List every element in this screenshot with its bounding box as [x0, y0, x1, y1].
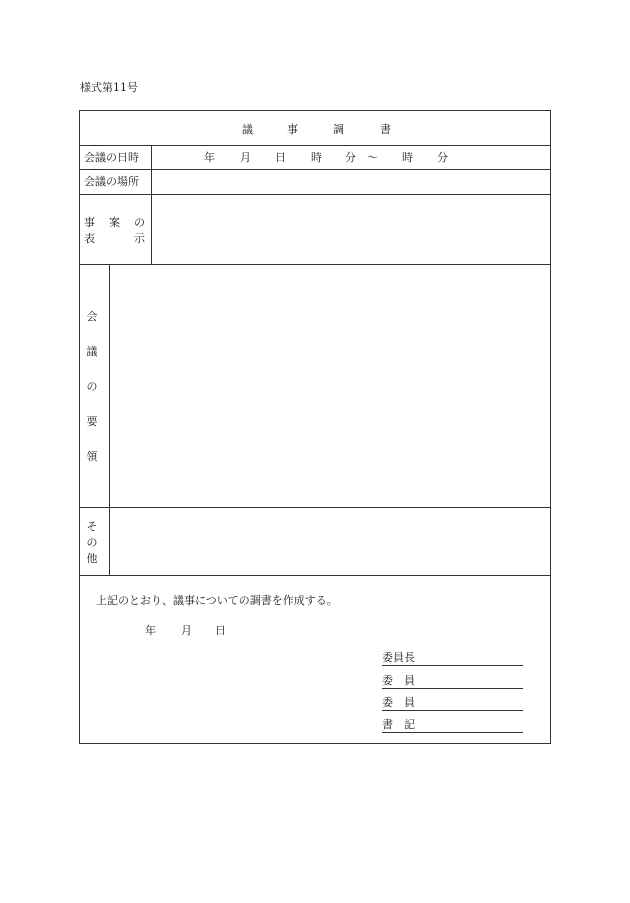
summary-label-char: 領	[86, 450, 98, 463]
date-month: 月	[181, 624, 192, 637]
summary-label-char: 要	[86, 415, 98, 428]
datetime-month: 月	[240, 151, 251, 164]
matter-label-char: 案	[109, 216, 120, 229]
datetime-minute: 分	[345, 151, 356, 164]
summary-label-char: の	[86, 380, 98, 393]
form-number: 様式第11号	[80, 81, 138, 94]
row-divider	[80, 575, 550, 576]
other-label-char: 他	[86, 552, 98, 565]
title-char: 書	[380, 123, 391, 136]
other-label-char: の	[86, 536, 98, 549]
summary-label-char: 議	[86, 345, 98, 358]
datetime-tilde: ～	[367, 151, 378, 164]
label-column-divider	[151, 145, 152, 264]
row-divider	[80, 507, 550, 508]
place-label: 会議の場所	[84, 175, 139, 188]
title-char: 議	[242, 123, 253, 136]
datetime-end-hour: 時	[402, 151, 413, 164]
signature-line-clerk: 書 記	[382, 718, 523, 733]
row-divider	[80, 264, 550, 265]
datetime-label: 会議の日時	[84, 151, 139, 164]
narrow-label-column-divider	[109, 264, 110, 575]
signature-line-member: 委 員	[382, 696, 523, 711]
datetime-hour: 時	[311, 151, 322, 164]
signature-line-member: 委 員	[382, 674, 523, 689]
matter-label-char: 表	[84, 232, 95, 245]
title-char: 事	[287, 123, 298, 136]
form-title	[80, 123, 550, 137]
signature-line-chairperson: 委員長	[382, 651, 523, 666]
summary-label-char: 会	[86, 310, 98, 323]
date-year: 年	[145, 624, 156, 637]
minutes-form	[79, 110, 551, 744]
matter-label-char: 事	[84, 216, 95, 229]
date-day: 日	[215, 624, 226, 637]
datetime-year: 年	[204, 151, 215, 164]
datetime-day: 日	[275, 151, 286, 164]
matter-label-char: の	[134, 216, 145, 229]
matter-label-char: 示	[134, 232, 145, 245]
attestation-statement: 上記のとおり、議事についての調書を作成する。	[96, 594, 338, 607]
other-label-char: そ	[86, 520, 98, 533]
title-char: 調	[333, 123, 344, 136]
datetime-end-minute: 分	[437, 151, 448, 164]
